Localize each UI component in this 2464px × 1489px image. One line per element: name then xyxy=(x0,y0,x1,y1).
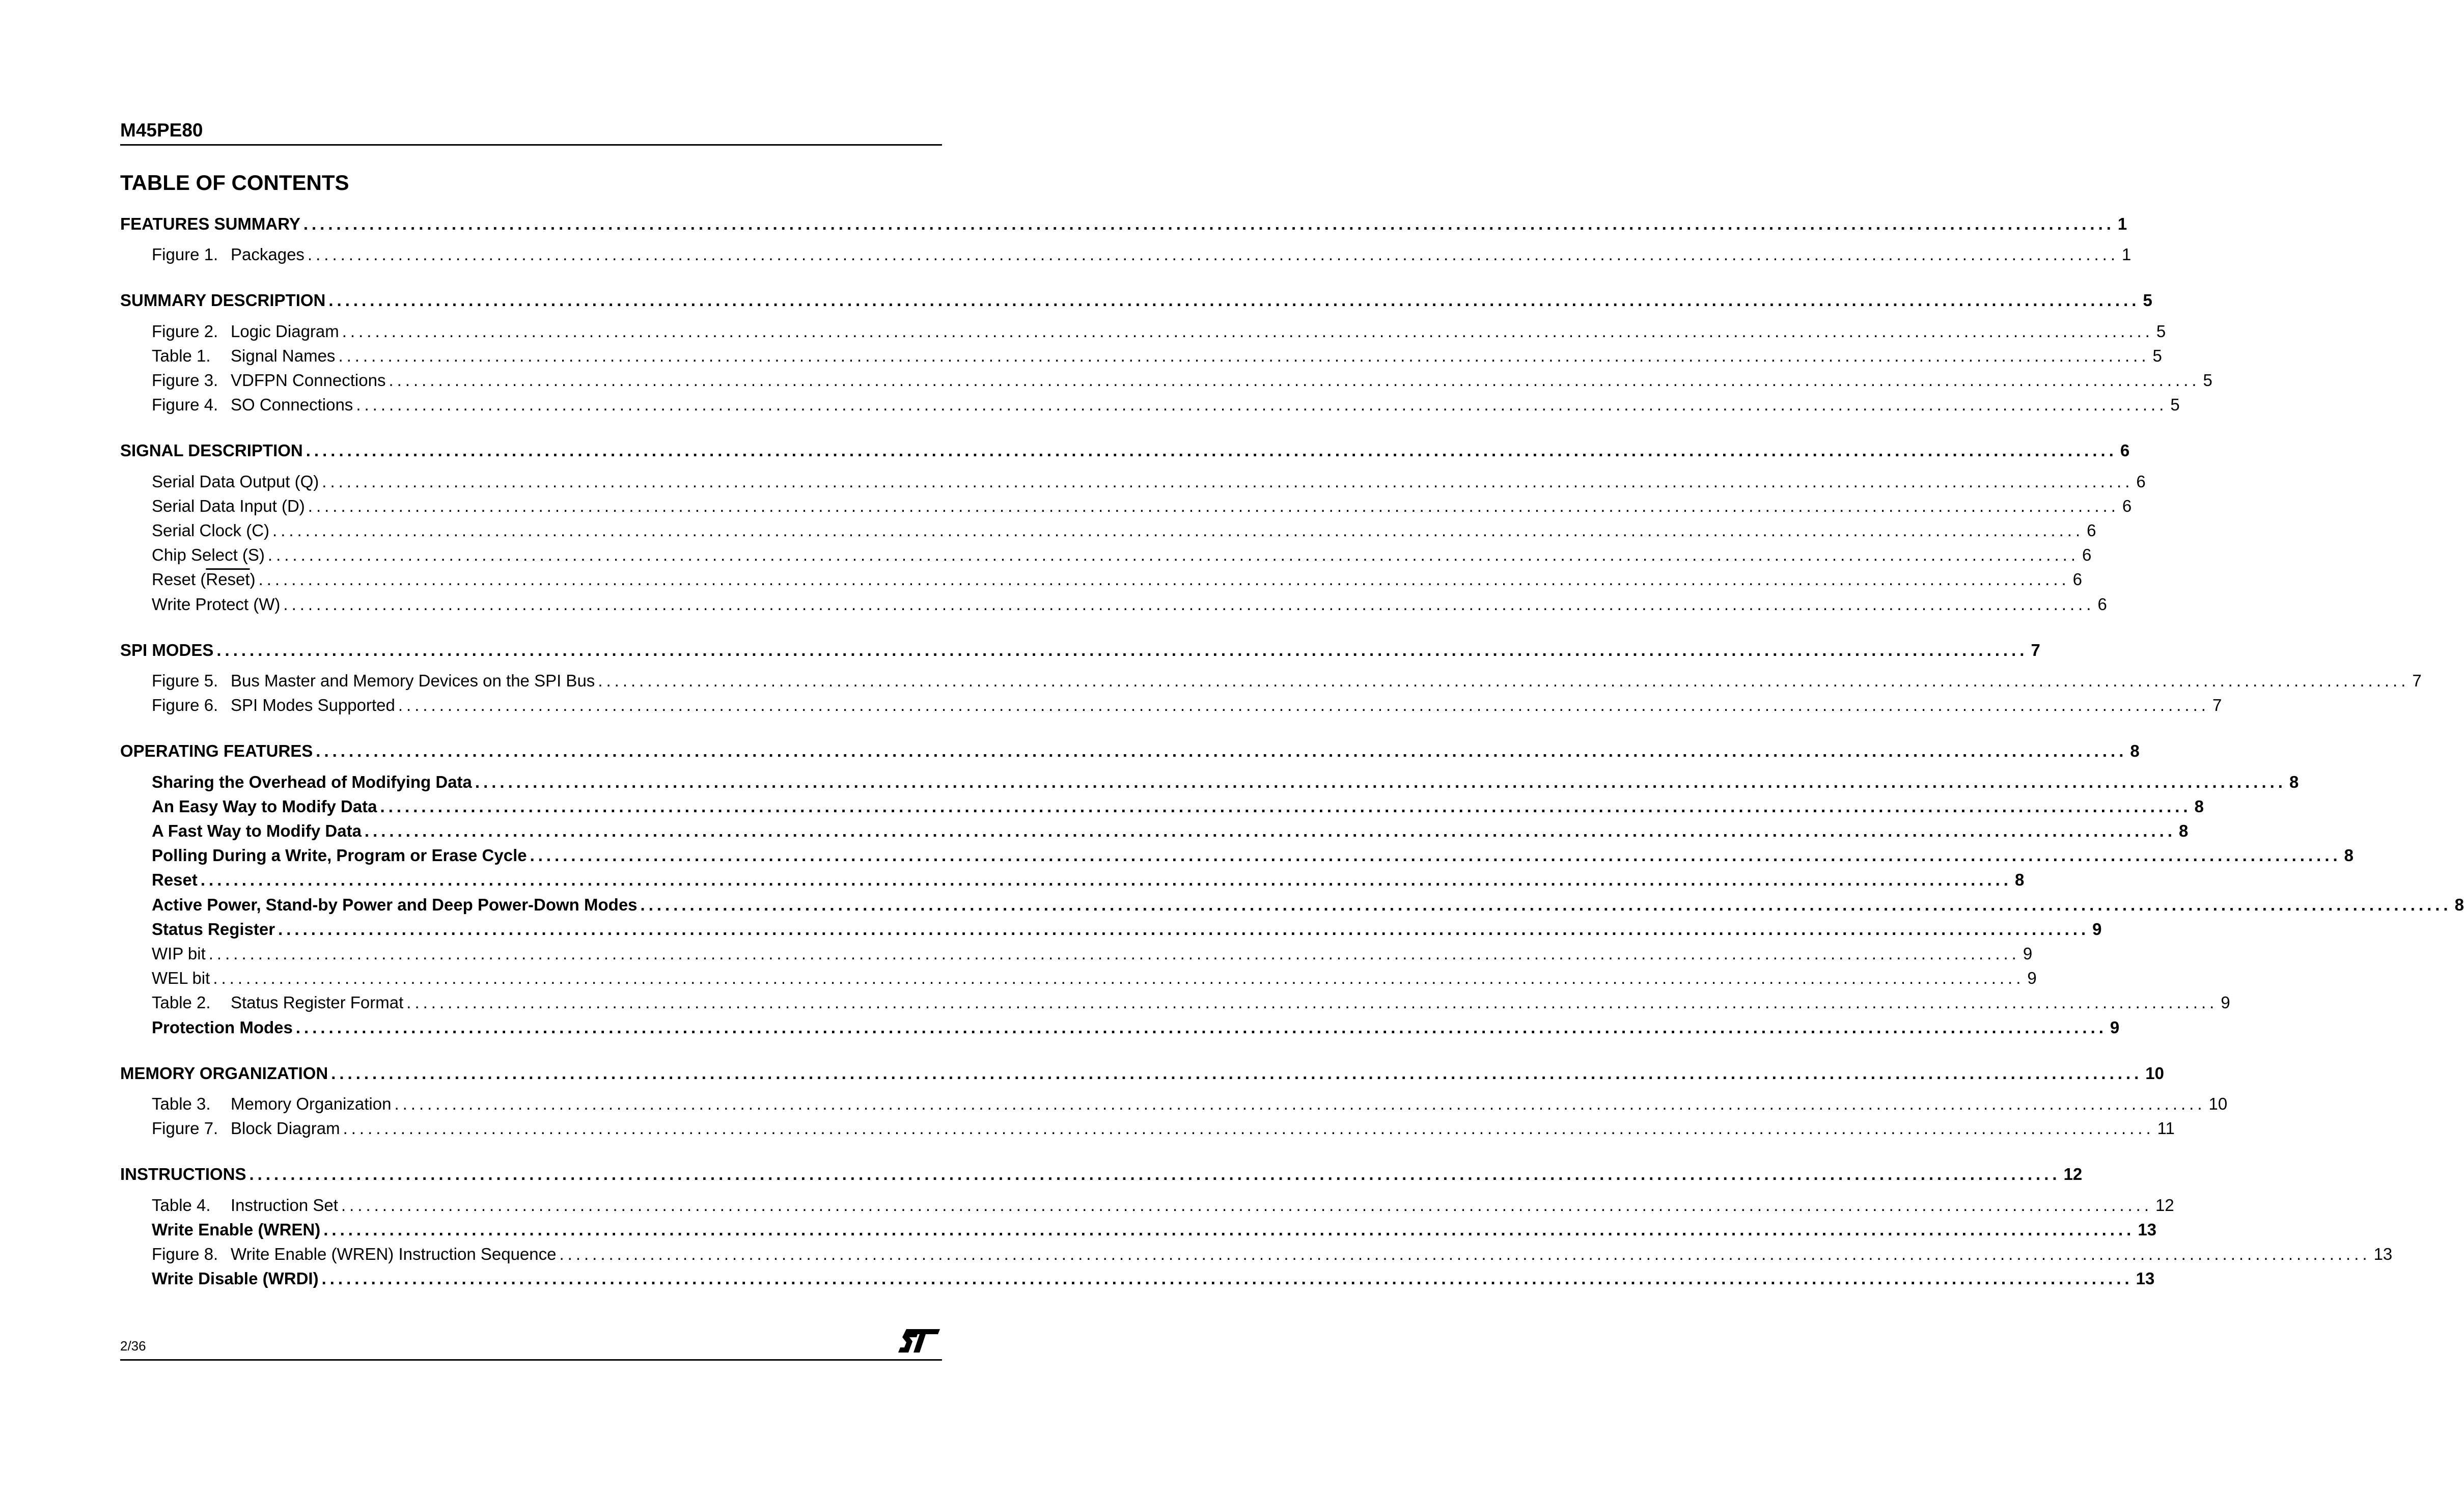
toc-entry-label xyxy=(152,545,265,565)
toc-entry-number: Table 2. xyxy=(152,993,211,1012)
toc-entry-text: Serial Clock (C) xyxy=(152,521,270,540)
toc-dot-leader: ............................................................................................................................................................................................................................ xyxy=(258,570,2070,589)
toc-page-number: 5 xyxy=(2203,371,2212,390)
toc-entry-text: WIP bit xyxy=(152,944,206,963)
toc-section-entry[interactable] xyxy=(120,640,2040,660)
toc-entry-number: Figure 4. xyxy=(152,395,218,414)
toc-section-entry[interactable] xyxy=(120,290,2152,311)
toc-entry-text: Memory Organization xyxy=(231,1094,392,1113)
toc-dot-leader: ............................................................................................................................................................................................................................ xyxy=(295,1018,2107,1037)
toc-entry-label xyxy=(120,640,213,660)
toc-section-entry[interactable] xyxy=(120,741,2140,761)
toc-entry-text: Packages xyxy=(231,245,304,264)
st-logo-icon xyxy=(897,1327,941,1355)
toc-entry-label xyxy=(120,1164,246,1184)
toc-entry-text: OPERATING FEATURES xyxy=(120,741,313,760)
toc-subentry[interactable] xyxy=(152,496,2132,516)
toc-dot-leader: ............................................................................................................................................................................................................................ xyxy=(249,1165,2061,1183)
toc-page-number: 1 xyxy=(2122,245,2131,264)
toc-entry-label xyxy=(152,968,210,988)
document-header-title: M45PE80 xyxy=(120,120,203,141)
toc-entry-text: Chip Select (S) xyxy=(152,545,265,564)
toc-entry-label xyxy=(152,796,377,817)
toc-subentry[interactable] xyxy=(152,796,2204,817)
toc-entry-overline-text: Reset xyxy=(206,570,250,589)
toc-entry-text: VDFPN Connections xyxy=(231,371,386,390)
footer-page-number: 2/36 xyxy=(120,1338,146,1354)
toc-dot-leader: ............................................................................................................................................................................................................................ xyxy=(406,993,2218,1012)
toc-subentry[interactable] xyxy=(152,821,2189,841)
toc-page-number: 10 xyxy=(2145,1064,2164,1083)
toc-dot-leader: ............................................................................................................................................................................................................................ xyxy=(278,920,2090,939)
toc-entry-number: Figure 1. xyxy=(152,245,218,264)
toc-dot-leader: ............................................................................................................................................................................................................................ xyxy=(307,245,2119,264)
toc-subentry[interactable] xyxy=(152,569,2083,590)
toc-entry-label xyxy=(152,472,319,492)
toc-entry-number: Figure 7. xyxy=(152,1119,218,1138)
toc-entry-label xyxy=(152,1118,340,1139)
toc-entry-label xyxy=(152,395,353,415)
toc-subentry[interactable] xyxy=(152,1017,2120,1038)
toc-subentry[interactable] xyxy=(152,1195,2174,1216)
toc-entry-label xyxy=(152,695,395,715)
toc-entry-text: Block Diagram xyxy=(231,1119,340,1138)
toc-page-number: 13 xyxy=(2136,1269,2155,1288)
toc-page-number: 9 xyxy=(2092,920,2102,939)
toc-dot-leader: ............................................................................................................................................................................................................................ xyxy=(394,1094,2206,1113)
toc-entry-text-suffix: ) xyxy=(250,570,256,589)
toc-entry-text: INSTRUCTIONS xyxy=(120,1165,246,1183)
toc-entry-text: Write Enable (WREN) xyxy=(152,1220,321,1239)
toc-dot-leader: ............................................................................................................................................................................................................................ xyxy=(303,214,2115,233)
toc-entry-number: Figure 5. xyxy=(152,671,218,690)
toc-dot-leader: ............................................................................................................................................................................................................................ xyxy=(640,895,2452,914)
toc-entry-label xyxy=(152,244,304,265)
toc-entry-text: Write Protect (W) xyxy=(152,595,281,614)
toc-entry-text: Reset ( xyxy=(152,570,206,589)
toc-page-number: 8 xyxy=(2454,895,2464,914)
toc-page-number: 13 xyxy=(2373,1245,2393,1263)
toc-subentry[interactable] xyxy=(152,370,2212,391)
toc-entry-text: FEATURES SUMMARY xyxy=(120,214,300,233)
toc-entry-label xyxy=(120,214,300,234)
toc-entry-label xyxy=(152,944,206,964)
toc-page-number: 12 xyxy=(2063,1165,2083,1183)
toc-entry-number: Figure 3. xyxy=(152,371,218,390)
toc-entry-text: Reset xyxy=(152,870,198,889)
toc-subentry[interactable] xyxy=(152,472,2146,492)
toc-entry-text: Write Enable (WREN) Instruction Sequence xyxy=(231,1245,557,1263)
toc-section-entry[interactable] xyxy=(120,214,2127,234)
toc-entry-text: Signal Names xyxy=(231,346,336,365)
toc-subentry[interactable] xyxy=(152,1269,2155,1289)
toc-page-number: 8 xyxy=(2178,821,2189,840)
toc-entry-text: SPI Modes Supported xyxy=(231,696,395,714)
toc-subentry[interactable] xyxy=(152,944,2033,964)
toc-entry-label xyxy=(120,290,325,311)
toc-entry-label xyxy=(152,496,305,516)
toc-page-number: 7 xyxy=(2212,696,2222,714)
toc-entry-number: Figure 6. xyxy=(152,696,218,714)
toc-entry-text: Write Disable (WRDI) xyxy=(152,1269,319,1288)
toc-dot-leader: ............................................................................................................................................................................................................................ xyxy=(328,291,2140,310)
toc-dot-leader: ............................................................................................................................................................................................................................ xyxy=(530,846,2341,865)
toc-dot-leader: ............................................................................................................................................................................................................................ xyxy=(475,773,2286,791)
toc-section-entry[interactable] xyxy=(120,1063,2164,1084)
toc-entry-label xyxy=(152,845,527,866)
toc-dot-leader: ............................................................................................................................................................................................................................ xyxy=(389,371,2200,390)
toc-entry-text: Logic Diagram xyxy=(231,322,339,341)
toc-page-number: 6 xyxy=(2082,545,2092,564)
toc-page-number: 8 xyxy=(2130,741,2140,760)
toc-entry-label xyxy=(152,821,362,841)
toc-dot-leader: ............................................................................................................................................................................................................................ xyxy=(341,1196,2153,1215)
toc-page-number: 6 xyxy=(2072,570,2083,589)
toc-page-number: 6 xyxy=(2122,497,2132,515)
toc-entry-label xyxy=(152,1269,319,1289)
toc-dot-leader: ............................................................................................................................................................................................................................ xyxy=(356,395,2168,414)
toc-entry-text: An Easy Way to Modify Data xyxy=(152,797,377,816)
toc-entry-text: SO Connections xyxy=(231,395,353,414)
toc-entry-label xyxy=(152,346,335,366)
toc-subentry[interactable] xyxy=(152,695,2222,715)
toc-page-number: 8 xyxy=(2289,773,2299,791)
toc-dot-leader: ............................................................................................................................................................................................................................ xyxy=(267,545,2079,564)
toc-entry-label xyxy=(152,1244,557,1264)
toc-subentry[interactable] xyxy=(152,594,2107,615)
toc-entry-label xyxy=(152,671,595,691)
toc-entry-text: WEL bit xyxy=(152,969,210,987)
toc-page-number: 5 xyxy=(2152,346,2162,365)
toc-dot-leader: ............................................................................................................................................................................................................................ xyxy=(398,696,2209,714)
toc-entry-label xyxy=(152,992,403,1013)
toc-dot-leader: ............................................................................................................................................................................................................................ xyxy=(338,346,2150,365)
toc-dot-leader: ............................................................................................................................................................................................................................ xyxy=(283,595,2095,614)
toc-page-number: 9 xyxy=(2110,1018,2120,1037)
toc-subentry[interactable] xyxy=(152,395,2180,415)
toc-subentry[interactable] xyxy=(152,1094,2228,1114)
toc-page-number: 5 xyxy=(2156,322,2166,341)
toc-entry-number: Table 4. xyxy=(152,1196,211,1215)
toc-dot-leader: ............................................................................................................................................................................................................................ xyxy=(308,497,2119,515)
toc-entry-text: Instruction Set xyxy=(231,1196,338,1215)
toc-entry-number: Table 1. xyxy=(152,346,211,365)
toc-page-number: 10 xyxy=(2208,1094,2228,1113)
toc-page-number: 1 xyxy=(2117,214,2127,233)
toc-page-number: 8 xyxy=(2344,846,2354,865)
toc-page-number: 9 xyxy=(2023,944,2033,963)
toc-entry-text: Sharing the Overhead of Modifying Data xyxy=(152,773,472,791)
toc-entry-label xyxy=(152,520,269,541)
toc-page-number: 9 xyxy=(2027,969,2037,987)
toc-entry-number: Figure 8. xyxy=(152,1245,218,1263)
toc-subentry[interactable] xyxy=(152,520,2096,541)
toc-page-number: 6 xyxy=(2136,472,2146,491)
toc-page-number: 8 xyxy=(2014,870,2025,889)
toc-page-number: 9 xyxy=(2221,993,2230,1012)
toc-dot-leader: ............................................................................................................................................................................................................................ xyxy=(272,521,2084,540)
toc-entry-text: Active Power, Stand-by Power and Deep Power-Down Modes xyxy=(152,895,638,914)
toc-entry-label xyxy=(120,1063,328,1084)
toc-entry-text: Protection Modes xyxy=(152,1018,293,1037)
toc-subentry[interactable] xyxy=(152,346,2162,366)
toc-dot-leader: ............................................................................................................................................................................................................................ xyxy=(216,641,2028,659)
toc-dot-leader: ............................................................................................................................................................................................................................ xyxy=(213,969,2025,987)
toc-dot-leader: ............................................................................................................................................................................................................................ xyxy=(342,322,2153,341)
toc-dot-leader: ............................................................................................................................................................................................................................ xyxy=(322,472,2134,491)
toc-entry-text: A Fast Way to Modify Data xyxy=(152,821,362,840)
toc-page-number: 5 xyxy=(2143,291,2152,310)
toc-section-entry[interactable] xyxy=(120,440,2130,461)
toc-subentry[interactable] xyxy=(152,992,2230,1013)
toc-entry-label xyxy=(152,1094,391,1114)
toc-entry-text: Serial Data Output (Q) xyxy=(152,472,319,491)
toc-entry-label xyxy=(152,1195,338,1216)
toc-dot-leader: ............................................................................................................................................................................................................................ xyxy=(306,441,2117,460)
toc-subentry[interactable] xyxy=(152,845,2354,866)
toc-page-number: 5 xyxy=(2170,395,2180,414)
toc-dot-leader: ............................................................................................................................................................................................................................ xyxy=(598,671,2410,690)
toc-entry-text: Status Register Format xyxy=(231,993,404,1012)
toc-entry-number: Figure 2. xyxy=(152,322,218,341)
toc-dot-leader: ............................................................................................................................................................................................................................ xyxy=(208,944,2020,963)
toc-page-number: 7 xyxy=(2031,641,2040,659)
toc-dot-leader: ............................................................................................................................................................................................................................ xyxy=(316,741,2127,760)
toc-entry-label xyxy=(152,919,275,940)
toc-subentry[interactable] xyxy=(152,244,2131,265)
toc-subentry[interactable] xyxy=(152,1118,2175,1139)
toc-entry-text: Bus Master and Memory Devices on the SPI Bus xyxy=(231,671,595,690)
toc-subentry[interactable] xyxy=(152,545,2092,565)
toc-dot-leader: ............................................................................................................................................................................................................................ xyxy=(200,870,2012,889)
toc-page-number: 7 xyxy=(2412,671,2422,690)
toc-entry-label xyxy=(152,370,385,391)
toc-entry-label xyxy=(152,772,472,792)
toc-heading: TABLE OF CONTENTS xyxy=(120,171,349,195)
toc-entry-label xyxy=(152,569,256,590)
toc-section-entry[interactable] xyxy=(120,1164,2083,1184)
toc-dot-leader: ............................................................................................................................................................................................................................ xyxy=(323,1220,2135,1239)
toc-entry-label xyxy=(152,1220,320,1240)
toc-entry-label xyxy=(120,440,303,461)
toc-entry-text: MEMORY ORGANIZATION xyxy=(120,1064,328,1083)
toc-subentry[interactable] xyxy=(152,968,2037,988)
toc-entry-label xyxy=(152,321,339,342)
toc-entry-label xyxy=(152,594,280,615)
footer-rule xyxy=(120,1359,942,1361)
toc-entry-number: Table 3. xyxy=(152,1094,211,1113)
toc-subentry[interactable] xyxy=(152,895,2464,915)
toc-entry-text: Serial Data Input (D) xyxy=(152,497,305,515)
toc-entry-text: SPI MODES xyxy=(120,641,214,659)
toc-entry-label xyxy=(152,1017,293,1038)
toc-page-number: 11 xyxy=(2157,1119,2175,1138)
toc-entry-label xyxy=(152,895,638,915)
toc-subentry[interactable] xyxy=(152,870,2025,890)
toc-page-number: 6 xyxy=(2087,521,2096,540)
toc-subentry[interactable] xyxy=(152,772,2299,792)
toc-subentry[interactable] xyxy=(152,1244,2393,1264)
toc-subentry[interactable] xyxy=(152,1220,2157,1240)
toc-entry-label xyxy=(152,870,198,890)
toc-page-number: 8 xyxy=(2194,797,2204,816)
toc-dot-leader: ............................................................................................................................................................................................................................ xyxy=(331,1064,2143,1083)
toc-dot-leader: ............................................................................................................................................................................................................................ xyxy=(559,1245,2371,1263)
toc-entry-text: SIGNAL DESCRIPTION xyxy=(120,441,303,460)
toc-entry-text: Status Register xyxy=(152,920,275,939)
toc-dot-leader: ............................................................................................................................................................................................................................ xyxy=(321,1269,2133,1288)
toc-subentry[interactable] xyxy=(152,671,2422,691)
toc-page-number: 12 xyxy=(2155,1196,2174,1215)
toc-subentry[interactable] xyxy=(152,919,2102,940)
toc-dot-leader: ............................................................................................................................................................................................................................ xyxy=(380,797,2192,816)
toc-page-number: 13 xyxy=(2138,1220,2157,1239)
toc-dot-leader: ............................................................................................................................................................................................................................ xyxy=(364,821,2176,840)
toc-page-number: 6 xyxy=(2120,441,2130,460)
toc-dot-leader: ............................................................................................................................................................................................................................ xyxy=(343,1119,2154,1138)
toc-entry-text: SUMMARY DESCRIPTION xyxy=(120,291,326,310)
toc-page-number: 6 xyxy=(2097,595,2107,614)
toc-entry-text: Polling During a Write, Program or Erase Cycle xyxy=(152,846,527,865)
toc-entry-label xyxy=(120,741,313,761)
toc-subentry[interactable] xyxy=(152,321,2166,342)
